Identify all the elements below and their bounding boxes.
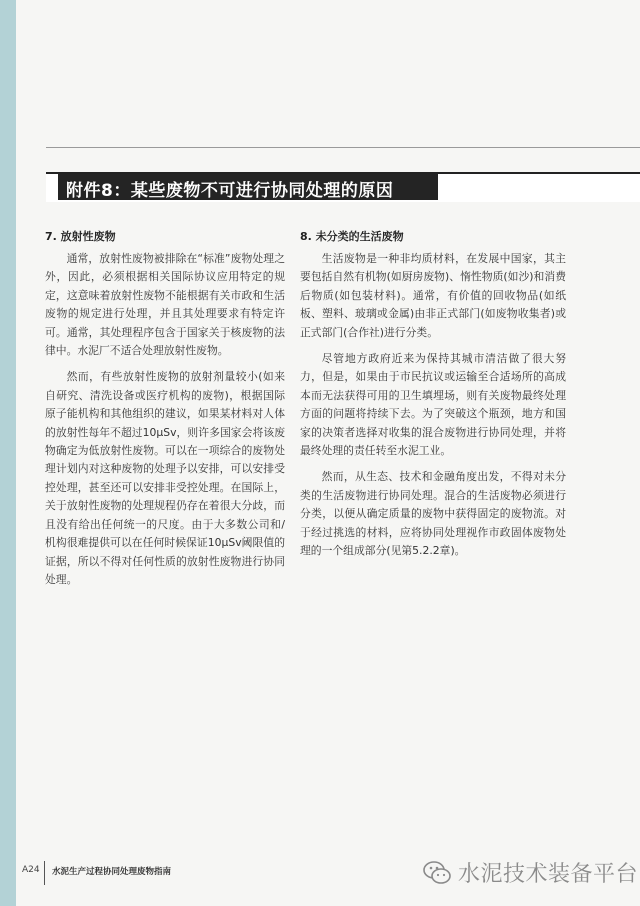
wechat-icon [422,858,452,888]
footer-title: 水泥生产过程协同处理废物指南 [52,867,172,877]
left-column [45,229,285,597]
top-rule [46,147,640,148]
paragraph: 尽管地方政府近来为保持其城市清洁做了很大努力，但是，如果由于市民抗议或运输至合适场所的高成本而无法获得可用的卫生填埋场，则有关废物最终处理方面的问题将持续下去。为了突破这个瓶颈，地方和国家的决策者选择对收集的混合废物进行协同处理，并将最终处理的责任转至水泥工业。 [300,352,566,458]
footer-divider [44,861,45,885]
section-heading-household: 8. 未分类的生活废物 [300,230,404,243]
paragraph: 通常，放射性废物被排除在“标准”废物处理之外，因此，必须根据相关国际协议应用特定的规定，这意味着放射性废物不能根据有关市政和生活废物的规定进行处理，并且其处理要求有特定许可。通常，其处理程序包含于国家关于核废物的法律中。水泥厂不适合处理放射性废物。 [45,252,285,358]
page-number: A24 [22,865,40,875]
paragraph: 生活废物是一种非均质材料，在发展中国家，其主要包括自然有机物(如厨房废物)、惰性物质(如沙)和消费后物质(如包装材料)。通常，有价值的回收物品(如纸板、塑料、玻璃或金属)由非正式部门(如废物收集者)或正式部门(合作社)进行分类。 [300,252,566,339]
section-heading-radioactive: 7. 放射性废物 [45,230,116,243]
right-column [300,229,566,569]
paragraph: 然而，从生态、技术和金融角度出发，不得对未分类的生活废物进行协同处理。混合的生活废物必须进行分类，以便从确定质量的废物中获得固定的废物流。对于经过挑选的材料，应将协同处理视作市政固体废物处理的一个组成部分(见第5.2.2章)。 [300,470,566,558]
watermark-text: 水泥技术装备平台 [458,862,639,887]
paragraph: 然而，有些放射性废物的放射剂量较小(如来自研究、清洗设备或医疗机构的废物)，根据国际原子能机构和其他组织的建议，如果某材料对人体的放射性每年不超过10μSv，则许多国家会将该废物确定为低放射性废物。可以在一项综合的废物处理计划内对这种废物的处理予以安排，可以安排受控处理，甚至还可以安排非受控处理。在国际上，关于放射性废物的处理规程仍存在着很大分歧，而且没有给出任何统一的尺度。由于大多数公司和/机构很难提供可以在任何时候保证10μSv阈限值的证据，所以不得对任何性质的放射性废物进行协同处理。 [45,370,285,586]
page-title: 附件8：某些废物不可进行协同处理的原因 [66,181,394,201]
